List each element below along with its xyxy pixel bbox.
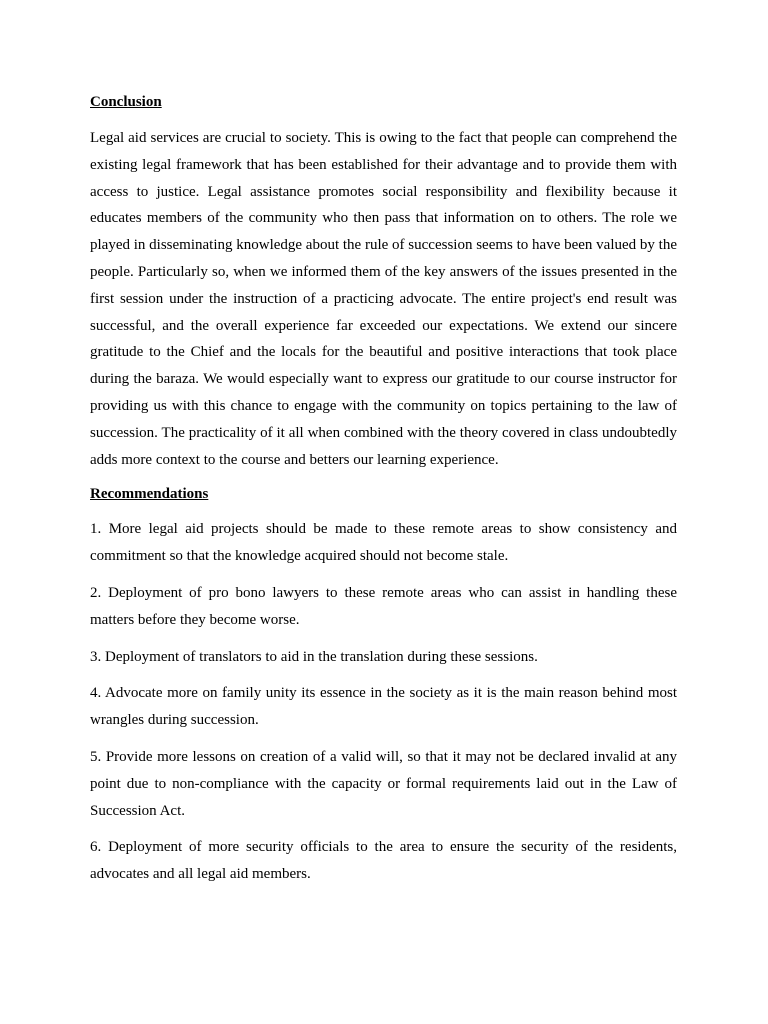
- recommendation-item-3: 3. Deployment of translators to aid in the translation during these sessions.: [90, 648, 538, 665]
- recommendation-item-1: 1. More legal aid projects should be made to these remote areas to show consistency and commitment so that the knowledge acquired should not become stale.: [90, 521, 677, 565]
- recommendation-item-2: 2. Deployment of pro bono lawyers to these remote areas who can assist in handling these matters before they become worse.: [90, 584, 677, 628]
- recommendation-item-5: 5. Provide more lessons on creation of a valid will, so that it may not be declared invalid at any point due to non-compliance with the capacity or formal requirements laid out in the Law of Succession Act.: [90, 748, 677, 819]
- recommendations-heading: Recommendations: [90, 486, 209, 503]
- conclusion-paragraph: Legal aid services are crucial to society. This is owing to the fact that people can comprehend the existing legal framework that has been established for their advantage and to provide them with access to justice. Legal assistance promotes social responsibility and flexibility because it educates members of the community who then pass that information on to others. The role we played in disseminating knowledge about the rule of succession seems to have been valued by the people. Particularly so, when we informed them of the key answers of the issues presented in the first session under the instruction of a practicing advocate. The entire project's end result was successful, and the overall experience far exceeded our expectations. We extend our sincere gratitude to the Chief and the locals for the beautiful and positive interactions that took place during the baraza. We would especially want to express our gratitude to our course instructor for providing us with this chance to engage with the community on topics pertaining to the law of succession. The practicality of it all when combined with the theory covered in class undoubtedly adds more context to the course and betters our learning experience.: [90, 130, 677, 468]
- conclusion-heading: Conclusion: [90, 94, 162, 110]
- recommendation-item-4: 4. Advocate more on family unity its essence in the society as it is the main reason behind most wrangles during succession.: [90, 685, 677, 729]
- recommendation-item-6: 6. Deployment of more security officials to the area to ensure the security of the residents, advocates and all legal aid members.: [90, 839, 677, 883]
- document-body: [90, 91, 677, 898]
